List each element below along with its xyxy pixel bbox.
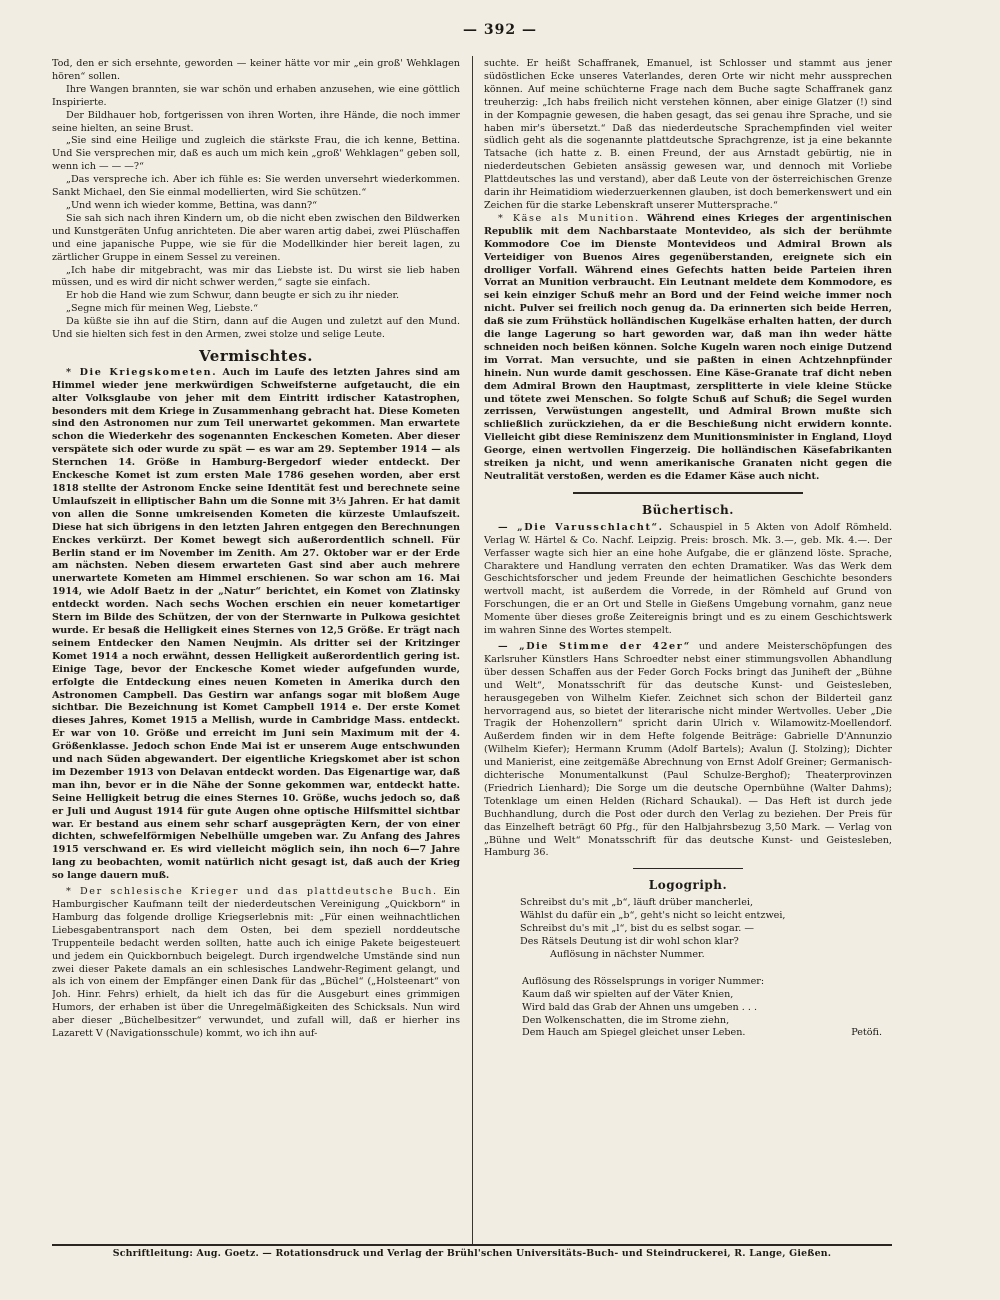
section-title-vermischtes: Vermischtes. (199, 346, 313, 365)
poem-line: Schreibst du's mit „l“, bist du es selbst sogar. — (520, 923, 754, 935)
page-number: — 392 — (463, 22, 537, 38)
article-heading: * Käse als Munition. (498, 212, 640, 224)
article-krieger (52, 886, 460, 1041)
story-paragraph: „Sie sind eine Heilige und zugleich die stärkste Frau, die ich kenne, Bettina. Und Sie versprechen mir, daß es auch um mich kein „groß' Wehklagen“ geben soll, wenn ich — — —?“ (52, 135, 460, 173)
right-column (484, 58, 892, 1238)
article-continuation: suchte. Er heißt Schaffranek, Emanuel, ist Schlosser und stammt aus jener südöstlichen Ecke unseres Vaterlandes, deren Orte wir nicht mehr aussprechen können. Auf meine schüchterne Frage nach dem Buche sagte Schaffranek ganz treuherzig: „Ich habs freilich nicht verstehen können, aber einige Glatzer (!) sind in der Kompagnie gewesen, die haben gesagt, das sei genau ihre Sprache, und sie haben mir's übersetzt.“ Daß das niederdeutsche Sprachempfinden viel weiter südlich geht als die sogenannte plattdeutsche Sprachgrenze, ist ja eine bekannte Tatsache (ich hatte z. B. einen Freund, der aus Arnstadt gebürtig, nie in niederdeutschen Gebieten ansässig gewesen war, und dennoch mit Vorliebe Plattdeutsches las und verstand), aber daß Leute von der österreichischen Grenze darin ihr Heimatidiom wiederzuerkennen glauben, ist doch bemerkenswert und ein Zeichen für die starke Lebenskraft unserer Muttersprache.“ (484, 58, 892, 211)
article-body: Auch im Laufe des letzten Jahres sind am Himmel wieder jene merkwürdigen Schweifsterne aufgetaucht, die ein alter Volksglaube von jeher mit dem Eintritt irdischer Katastrophen, besonders mit dem Kriege in Zusammenhang gebracht hat. Diese Kometen sind den Astronomen nur zum Teil unerwartet gekommen. Man erwartete schon die Wiederkehr des sogenannten Enckeschen Kometen. Aber dieser verspätete sich oder wurde zu spät — es war am 29. September 1914 — als Sternchen 14. Größe in Hamburg-Bergedorf wieder entdeckt. Der Enckesche Komet ist zum ersten Male 1786 gesehen worden, aber erst 1818 stellte der Astronom Encke seine Identität fest und berechnete seine Umlaufszeit in elliptischer Bahn um die Sonne mit 3⅓ Jahren. Er hat damit von allen die Sonne umkreisenden Kometen die kürzeste Umlaufszeit. Diese hat sich übrigens in den letzten Jahren entgegen den Berechnungen Enckes verkürzt. Der Komet bewegt sich außerordentlich schnell. Für Berlin stand er im November im Zenith. Am 27. Oktober war er der Erde am nächsten. Neben diesem erwarteten Gast sind aber auch mehrere unerwartete Kometen am Himmel erschienen. So war schon am 16. Mai 1914, wie Adolf Baetz in der „Natur“ berichtet, ein Komet von Zlatinsky entdeckt worden. Nach sechs Wochen erschien ein neuer kometartiger Stern im Bilde des Schützen, der von der Sternwarte in Pulkowa gesichtet wurde. Er besaß die Helligkeit eines Sternes von 12,5 Größe. Er trägt nach seinem Entdecker den Namen Neujmin. Als dritter sei der Kritzinger Komet 1914 a noch erwähnt, dessen Helligkeit außerordentlich gering ist. Einige Tage, bevor der Enckesche Komet wieder aufgefunden wurde, erfolgte die Entdeckung eines neuen Kometen in Amerika durch den Astronomen Campbell. Das Gestirn war anfangs sogar mit bloßem Auge sichtbar. Die Bezeichnung ist Komet Campbell 1914 e. Der erste Komet dieses Jahres, Komet 1915 a Mellish, wurde in Cambridge Mass. entdeckt. Er war von 10. Größe und erreicht im Juni sein Maximum mit der 4. Größenklasse. Jedoch schon Ende Mai ist er unserem Auge entschwunden und nach Süden abgewandert. Der eigentliche Kriegskomet aber ist schon im Dezember 1913 von Delavan entdeckt worden. Das Eigenartige war, daß man ihn, bevor er in die Nähe der Sonne gekommen war, entdeckt hatte. Seine Helligkeit betrug die eines Sternes 10. Größe, wuchs jedoch so, daß er Juli und August 1914 für gute Augen ohne optische Hilfsmittel sichtbar war. Er bestand aus einem sehr scharf ausgeprägten Kern, der von einer dichten, schwefelförmigen Nebelhülle umgeben war. Zu Anfang des Jahres 1915 verschwand er. Es wird vielleicht möglich sein, ihn noch 6—7 Jahre lang zu beobachten, womit natürlich nicht gesagt ist, daß auch der Krieg so lange dauern muß. (52, 366, 460, 882)
article-body: Ein Hamburgischer Kaufmann teilt der niederdeutschen Vereinigung „Quickborn“ in Hamburg das folgende drollige Kriegserlebnis mit: „Für einen weihnachtlichen Liebesgabentransport nach dem Osten, bei dem speziell norddeutsche Truppenteile bedacht werden sollten, hatte auch ich einige Pakete beigesteuert und jedem ein Quickbornbuch beigelegt. Durch irgendwelche Umstände sind nun zwei dieser Pakete damals an ein schlesisches Landwehr-Regiment gelangt, und als ich von einem der Empfänger einen Dank für das „Büchel“ („Holsteenart“ von Joh. Hinr. Fehrs) erhielt, da hielt ich das für die Ausgeburt eines grimmigen Humors, der erhaben ist über die Unregelmäßigkeiten des Schicksals. Nun wird aber dieser „Büchelbesitzer“ verwundet, und zufall will, daß er hierher ins Lazarett V (Navigationsschule) kommt, wo ich ihn auf- (52, 886, 460, 1040)
column-rule (472, 56, 473, 1244)
poem-line: Wählst du dafür ein „b“, geht's nicht so leicht entzwei, (520, 910, 786, 922)
puzzle-solution (522, 976, 892, 1041)
poem-line: Schreibst du's mit „b“, läuft drüber mancherlei, (520, 897, 753, 909)
review-body: Schauspiel in 5 Akten von Adolf Römheld. Verlag W. Härtel & Co. Nachf. Leipzig. Preis: brosch. Mk. 3.—, geb. Mk. 4.—. Der Verfasser wagte sich hier an eine hohe Aufgabe, die er glänzend löste. Sprache, Charaktere und Handlung verraten den echten Dramatiker. Was das Werk dem Geschichtsforscher und jedem Freunde der heimatlichen Geschichte besonders wertvoll macht, ist außerdem die Vorrede, in der Römheld auf Grund von Forschungen, die er an Ort und Stelle in Gießens Umgebung vornahm, ganz neue Momente über dieses große Zeitereignis bringt und es zu einem Geschichtswerk im wahren Sinne des Wortes stempelt. (484, 521, 892, 637)
article-kriegskometen (52, 367, 460, 883)
logogriph-title: Logogriph. (648, 878, 728, 893)
poem-line: Wird bald das Grab der Ahnen uns umgeben . . . (522, 1001, 758, 1013)
poem-line (522, 1027, 892, 1040)
poem-line: Den Wolkenschatten, die im Strome ziehn, (522, 1014, 730, 1026)
poem-author: Petöfi. (851, 1027, 882, 1039)
article-body: Während eines Krieges der argentinischen Republik mit dem Nachbarstaate Montevideo, als sich der berühmte Kommodore Coe im Dienste Montevideos und Admiral Brown als Verteidiger von Buenos Aires gegenüberstanden, ereignete sich ein drolliger Vorfall. Während eines Gefechts hatten beide Parteien ihren Vorrat an Munition verbraucht. Ein Leutnant meldete dem Kommodore, es sei kein einziger Schuß mehr an Bord und der Feind weiche immer noch nicht. Pulver sei freilich noch genug da. Da erinnerten sich beide Herren, daß sie zum Frühstück holländischen Kugelkäse erhalten hatten, der durch die lange Lagerung so hart geworden war, daß man ihn weder hätte schneiden noch beißen können. Solche Kugeln waren noch einige Dutzend im Vorrat. Man versuchte, und sie paßten in einen Achtzehnpfünder hinein. Nun wurde damit geschossen. Eine Käse-Granate traf dicht neben dem Admiral Brown den Hauptmast, zersplitterte in viele kleine Stücke und tötete zwei Menschen. So folgte Schuß auf Schuß; die Segel wurden zerrissen, Verwüstungen angestellt, und Admiral Brown mußte sich schließlich zurückziehen, da er die Beschießung nicht erwidern konnte. Vielleicht gibt diese Reminiszenz dem Munitionsminister in England, Lloyd George, einen wertvollen Fingerzeig. Die holländischen Käsefabrikanten streiken ja nicht, und wenn amerikanische Granaten nicht gegen die Neutralität verstoßen, werden es die Edamer Käse auch nicht. (484, 212, 892, 482)
story-paragraph: Sie sah sich nach ihren Kindern um, ob die nicht eben zwischen den Bildwerken und Kunstgeräten Unfug anrichteten. Die aber waren artig dabei, zwei Plüschaffen und eine japanische Puppe, wie sie für die Modellkinder hier bereit lagen, zu zärtlicher Gruppe in einem Sessel zu vereinen. (52, 212, 460, 263)
logogriph-poem (520, 897, 892, 962)
poem-line-text: Dem Hauch am Spiegel gleichet unser Leben. (522, 1027, 746, 1039)
story-paragraph: Der Bildhauer hob, fortgerissen von ihren Worten, ihre Hände, die noch immer seine hielten, an seine Brust. (52, 109, 460, 134)
article-kaese (484, 213, 892, 484)
story-paragraph: Er hob die Hand wie zum Schwur, dann beugte er sich zu ihr nieder. (66, 290, 400, 302)
logogriph-note: Auflösung in nächster Nummer. (550, 948, 705, 960)
section-divider (633, 868, 743, 869)
solution-title: Auflösung des Rösselsprungs in voriger Nummer: (522, 975, 765, 987)
story-paragraph: „Das verspreche ich. Aber ich fühle es: Sie werden unversehrt wiederkommen. Sankt Michael, den Sie einmal modellierten, wird Sie schützen.“ (52, 174, 460, 199)
story-paragraph: „Und wenn ich wieder komme, Bettina, was dann?“ (66, 199, 318, 211)
review-stimme (484, 641, 892, 860)
story-paragraph: Ihre Wangen brannten, sie war schön und erhaben anzusehen, wie eine göttlich Inspirierte. (52, 83, 460, 108)
footer-rule (52, 1244, 892, 1246)
review-body: und andere Meisterschöpfungen des Karlsruher Künstlers Hans Schroedter nebst einer stimmungsvollen Abhandlung über dessen Schaffen aus der Feder Gorch Focks bringt das Juniheft der „Bühne und Welt“, Monatsschrift für das deutsche Kunst- und Geistesleben, herausgegeben von Wilhelm Kiefer. Zeichnet sich schon der Bilderteil ganz hervorragend aus, so bietet der literarische nicht minder Wertvolles. Ueber „Die Tragik der Hohenzollern“ spricht darin Ulrich v. Wilamowitz-Moellendorf. Außerdem finden wir in dem Hefte folgende Beiträge: Gabrielle D'Annunzio (Wilhelm Kiefer); Hermann Krumm (Adolf Bartels); Avalun (J. Stolzing); Dichter und Manierist, eine zeitgemäße Abrechnung von Ernst Adolf Greiner; Germanisch-dichterische Monumentalkunst (Paul Schulze-Berghof); Theaterprovinzen (Friedrich Lienhard); Die Sorge um die deutsche Opernbühne (Walter Dahms); Totenklage um einen Helden (Richard Schaukal). — Das Heft ist durch jede Buchhandlung, durch die Post oder durch den Verlag zu beziehen. Der Preis für das Einzelheft beträgt 60 Pfg., für den Halbjahrsbezug 3,50 Mark. — Verlag von „Bühne und Welt“ Monatsschrift für das deutsche Kunst- und Geistesleben, Hamburg 36. (484, 640, 892, 859)
story-paragraph: „Segne mich für meinen Weg, Liebste.“ (66, 303, 258, 315)
poem-line: Kaum daß wir spielten auf der Väter Knien, (522, 988, 734, 1000)
left-column (52, 58, 460, 1238)
story-paragraph: Da küßte sie ihn auf die Stirn, dann auf die Augen und zuletzt auf den Mund. Und sie hielten sich fest in den Armen, zwei stolze und selige Leute. (52, 316, 460, 341)
poem-line: Des Rätsels Deutung ist dir wohl schon klar? (520, 936, 739, 947)
section-divider (573, 492, 803, 494)
article-heading: * Die Kriegskometen. (66, 366, 218, 378)
review-heading: — „Die Stimme der 42er“ (498, 640, 691, 652)
review-varusschlacht (484, 522, 892, 638)
review-heading: — „Die Varusschlacht“. (498, 521, 664, 533)
section-title-buechertisch: Büchertisch. (642, 502, 734, 517)
story-paragraph: Tod, den er sich ersehnte, geworden — keiner hätte vor mir „ein groß' Wehklagen hören“ sollen. (52, 58, 460, 82)
imprint-footer: Schriftleitung: Aug. Goetz. — Rotationsdruck und Verlag der Brühl'schen Universitäts-Buch- und Steindruckerei, R. Lange, Gießen. (112, 1248, 832, 1259)
story-continuation (52, 58, 460, 342)
article-heading: * Der schlesische Krieger und das plattdeutsche Buch. (66, 886, 438, 898)
story-paragraph: „Ich habe dir mitgebracht, was mir das Liebste ist. Du wirst sie lieb haben müssen, und es wird dir nicht schwer werden,“ sagte sie einfach. (52, 264, 460, 289)
